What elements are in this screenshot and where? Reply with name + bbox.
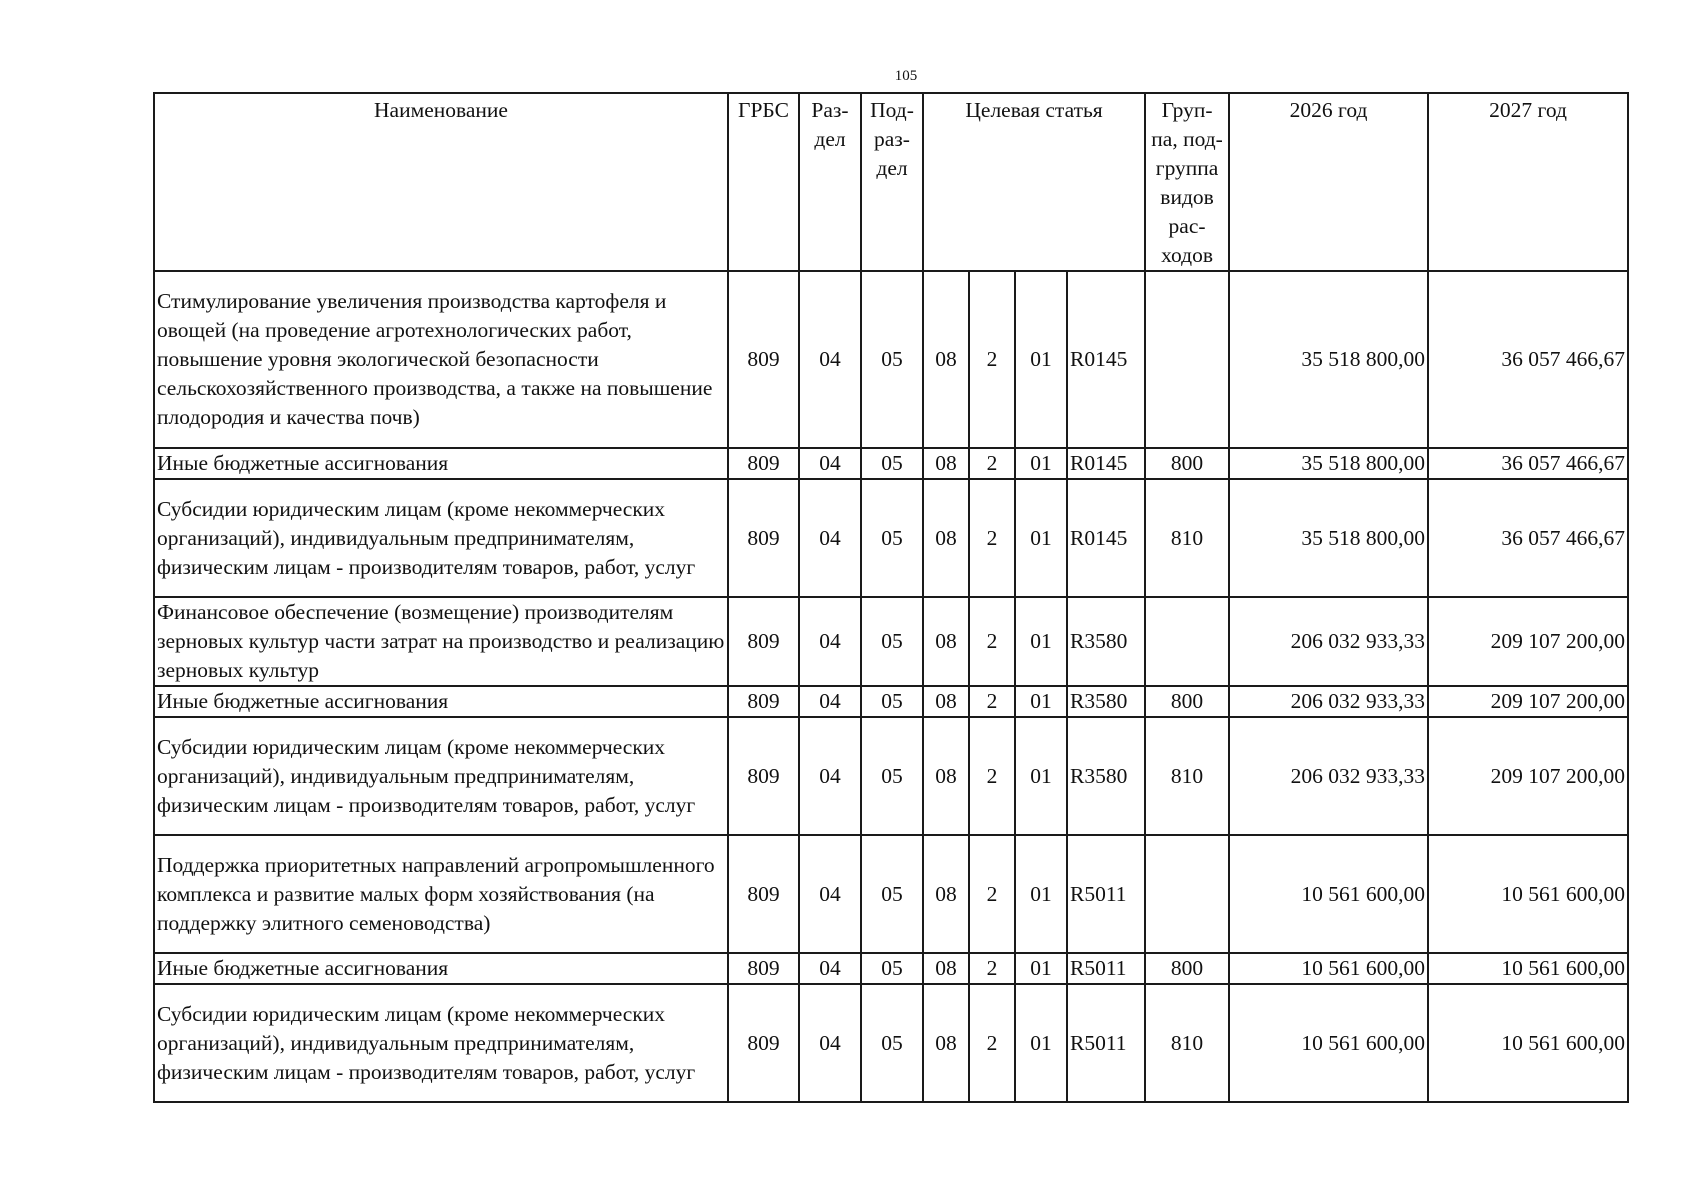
table-row — [154, 953, 1628, 984]
row-target-direction: R0145 — [1067, 479, 1145, 597]
table-row — [154, 686, 1628, 717]
row-target-program: 08 — [923, 686, 969, 717]
row-amount-2026: 35 518 800,00 — [1229, 479, 1428, 597]
row-target-direction: R0145 — [1067, 448, 1145, 479]
row-section: 04 — [799, 479, 861, 597]
table-row — [154, 835, 1628, 953]
header-target-article: Целевая статья — [923, 93, 1145, 271]
row-section: 04 — [799, 835, 861, 953]
header-grbs: ГРБС — [728, 93, 799, 271]
row-target-event: 01 — [1015, 479, 1067, 597]
row-name: Иные бюджетные ассигнования — [154, 953, 728, 984]
row-subsection: 05 — [861, 984, 923, 1102]
budget-table — [153, 92, 1629, 1103]
row-target-direction: R5011 — [1067, 835, 1145, 953]
row-amount-2027: 209 107 200,00 — [1428, 597, 1628, 686]
row-section: 04 — [799, 448, 861, 479]
row-target-direction: R0145 — [1067, 271, 1145, 448]
row-expense-group: 810 — [1145, 717, 1229, 835]
row-expense-group: 800 — [1145, 953, 1229, 984]
row-section: 04 — [799, 984, 861, 1102]
row-amount-2027: 10 561 600,00 — [1428, 953, 1628, 984]
row-target-program: 08 — [923, 984, 969, 1102]
row-subsection: 05 — [861, 835, 923, 953]
row-name: Финансовое обеспечение (возмещение) производителям зерновых культур части затрат на производство и реализацию зерновых культур — [154, 597, 728, 686]
table-body — [154, 271, 1628, 1102]
row-target-subprogram: 2 — [969, 479, 1015, 597]
row-amount-2026: 206 032 933,33 — [1229, 597, 1428, 686]
header-year-2026: 2026 год — [1229, 93, 1428, 271]
header-name: Наименование — [154, 93, 728, 271]
table-row — [154, 717, 1628, 835]
row-grbs: 809 — [728, 597, 799, 686]
row-amount-2027: 209 107 200,00 — [1428, 686, 1628, 717]
row-expense-group: 810 — [1145, 479, 1229, 597]
row-target-program: 08 — [923, 271, 969, 448]
row-subsection: 05 — [861, 479, 923, 597]
row-amount-2026: 10 561 600,00 — [1229, 984, 1428, 1102]
row-target-subprogram: 2 — [969, 597, 1015, 686]
row-expense-group — [1145, 597, 1229, 686]
row-name: Иные бюджетные ассигнования — [154, 686, 728, 717]
row-grbs: 809 — [728, 835, 799, 953]
row-expense-group: 810 — [1145, 984, 1229, 1102]
row-name: Субсидии юридическим лицам (кроме некоммерческих организаций), индивидуальным предпринимателям, физическим лицам - производителям товаров, работ, услуг — [154, 984, 728, 1102]
row-target-program: 08 — [923, 835, 969, 953]
table-row — [154, 448, 1628, 479]
row-grbs: 809 — [728, 448, 799, 479]
row-target-event: 01 — [1015, 835, 1067, 953]
row-subsection: 05 — [861, 717, 923, 835]
row-amount-2027: 36 057 466,67 — [1428, 479, 1628, 597]
row-target-subprogram: 2 — [969, 984, 1015, 1102]
row-subsection: 05 — [861, 597, 923, 686]
row-target-subprogram: 2 — [969, 717, 1015, 835]
row-grbs: 809 — [728, 717, 799, 835]
row-name: Поддержка приоритетных направлений агропромышленного комплекса и развитие малых форм хозяйствования (на поддержку элитного семеноводства) — [154, 835, 728, 953]
row-name: Субсидии юридическим лицам (кроме некоммерческих организаций), индивидуальным предпринимателям, физическим лицам - производителям товаров, работ, услуг — [154, 717, 728, 835]
header-section: Раз- дел — [799, 93, 861, 271]
row-amount-2027: 36 057 466,67 — [1428, 271, 1628, 448]
row-target-program: 08 — [923, 448, 969, 479]
row-section: 04 — [799, 686, 861, 717]
row-target-program: 08 — [923, 953, 969, 984]
row-amount-2027: 209 107 200,00 — [1428, 717, 1628, 835]
row-grbs: 809 — [728, 271, 799, 448]
row-target-event: 01 — [1015, 953, 1067, 984]
row-amount-2026: 35 518 800,00 — [1229, 271, 1428, 448]
row-section: 04 — [799, 597, 861, 686]
row-name: Стимулирование увеличения производства картофеля и овощей (на проведение агротехнологических работ, повышение уровня экологической безопасности сельскохозяйственного производства, а также на повышение плодородия и качества почв) — [154, 271, 728, 448]
row-section: 04 — [799, 271, 861, 448]
row-subsection: 05 — [861, 686, 923, 717]
row-target-event: 01 — [1015, 597, 1067, 686]
row-amount-2026: 206 032 933,33 — [1229, 686, 1428, 717]
row-grbs: 809 — [728, 479, 799, 597]
row-target-subprogram: 2 — [969, 835, 1015, 953]
row-target-subprogram: 2 — [969, 686, 1015, 717]
row-target-event: 01 — [1015, 717, 1067, 835]
table-row — [154, 479, 1628, 597]
row-grbs: 809 — [728, 686, 799, 717]
row-section: 04 — [799, 953, 861, 984]
row-section: 04 — [799, 717, 861, 835]
row-expense-group: 800 — [1145, 448, 1229, 479]
row-name: Субсидии юридическим лицам (кроме некоммерческих организаций), индивидуальным предпринимателям, физическим лицам - производителям товаров, работ, услуг — [154, 479, 728, 597]
row-target-subprogram: 2 — [969, 953, 1015, 984]
row-grbs: 809 — [728, 953, 799, 984]
row-amount-2026: 10 561 600,00 — [1229, 835, 1428, 953]
row-grbs: 809 — [728, 984, 799, 1102]
table-row — [154, 984, 1628, 1102]
row-target-direction: R5011 — [1067, 953, 1145, 984]
row-target-direction: R3580 — [1067, 717, 1145, 835]
row-amount-2027: 36 057 466,67 — [1428, 448, 1628, 479]
header-expense-group: Груп- па, под- группа видов рас- ходов — [1145, 93, 1229, 271]
row-target-direction: R3580 — [1067, 686, 1145, 717]
row-subsection: 05 — [861, 271, 923, 448]
row-amount-2026: 206 032 933,33 — [1229, 717, 1428, 835]
row-target-direction: R5011 — [1067, 984, 1145, 1102]
table-header-row — [154, 93, 1628, 271]
table-row — [154, 271, 1628, 448]
row-target-subprogram: 2 — [969, 271, 1015, 448]
row-target-event: 01 — [1015, 686, 1067, 717]
header-subsection: Под- раз- дел — [861, 93, 923, 271]
row-target-event: 01 — [1015, 448, 1067, 479]
row-target-subprogram: 2 — [969, 448, 1015, 479]
row-target-event: 01 — [1015, 984, 1067, 1102]
row-amount-2027: 10 561 600,00 — [1428, 835, 1628, 953]
row-target-event: 01 — [1015, 271, 1067, 448]
row-expense-group — [1145, 835, 1229, 953]
row-subsection: 05 — [861, 953, 923, 984]
page-number: 105 — [894, 68, 918, 84]
row-amount-2027: 10 561 600,00 — [1428, 984, 1628, 1102]
table-row — [154, 597, 1628, 686]
row-target-direction: R3580 — [1067, 597, 1145, 686]
row-target-program: 08 — [923, 479, 969, 597]
row-name: Иные бюджетные ассигнования — [154, 448, 728, 479]
row-subsection: 05 — [861, 448, 923, 479]
row-expense-group — [1145, 271, 1229, 448]
row-amount-2026: 35 518 800,00 — [1229, 448, 1428, 479]
header-year-2027: 2027 год — [1428, 93, 1628, 271]
row-amount-2026: 10 561 600,00 — [1229, 953, 1428, 984]
row-target-program: 08 — [923, 597, 969, 686]
row-expense-group: 800 — [1145, 686, 1229, 717]
row-target-program: 08 — [923, 717, 969, 835]
